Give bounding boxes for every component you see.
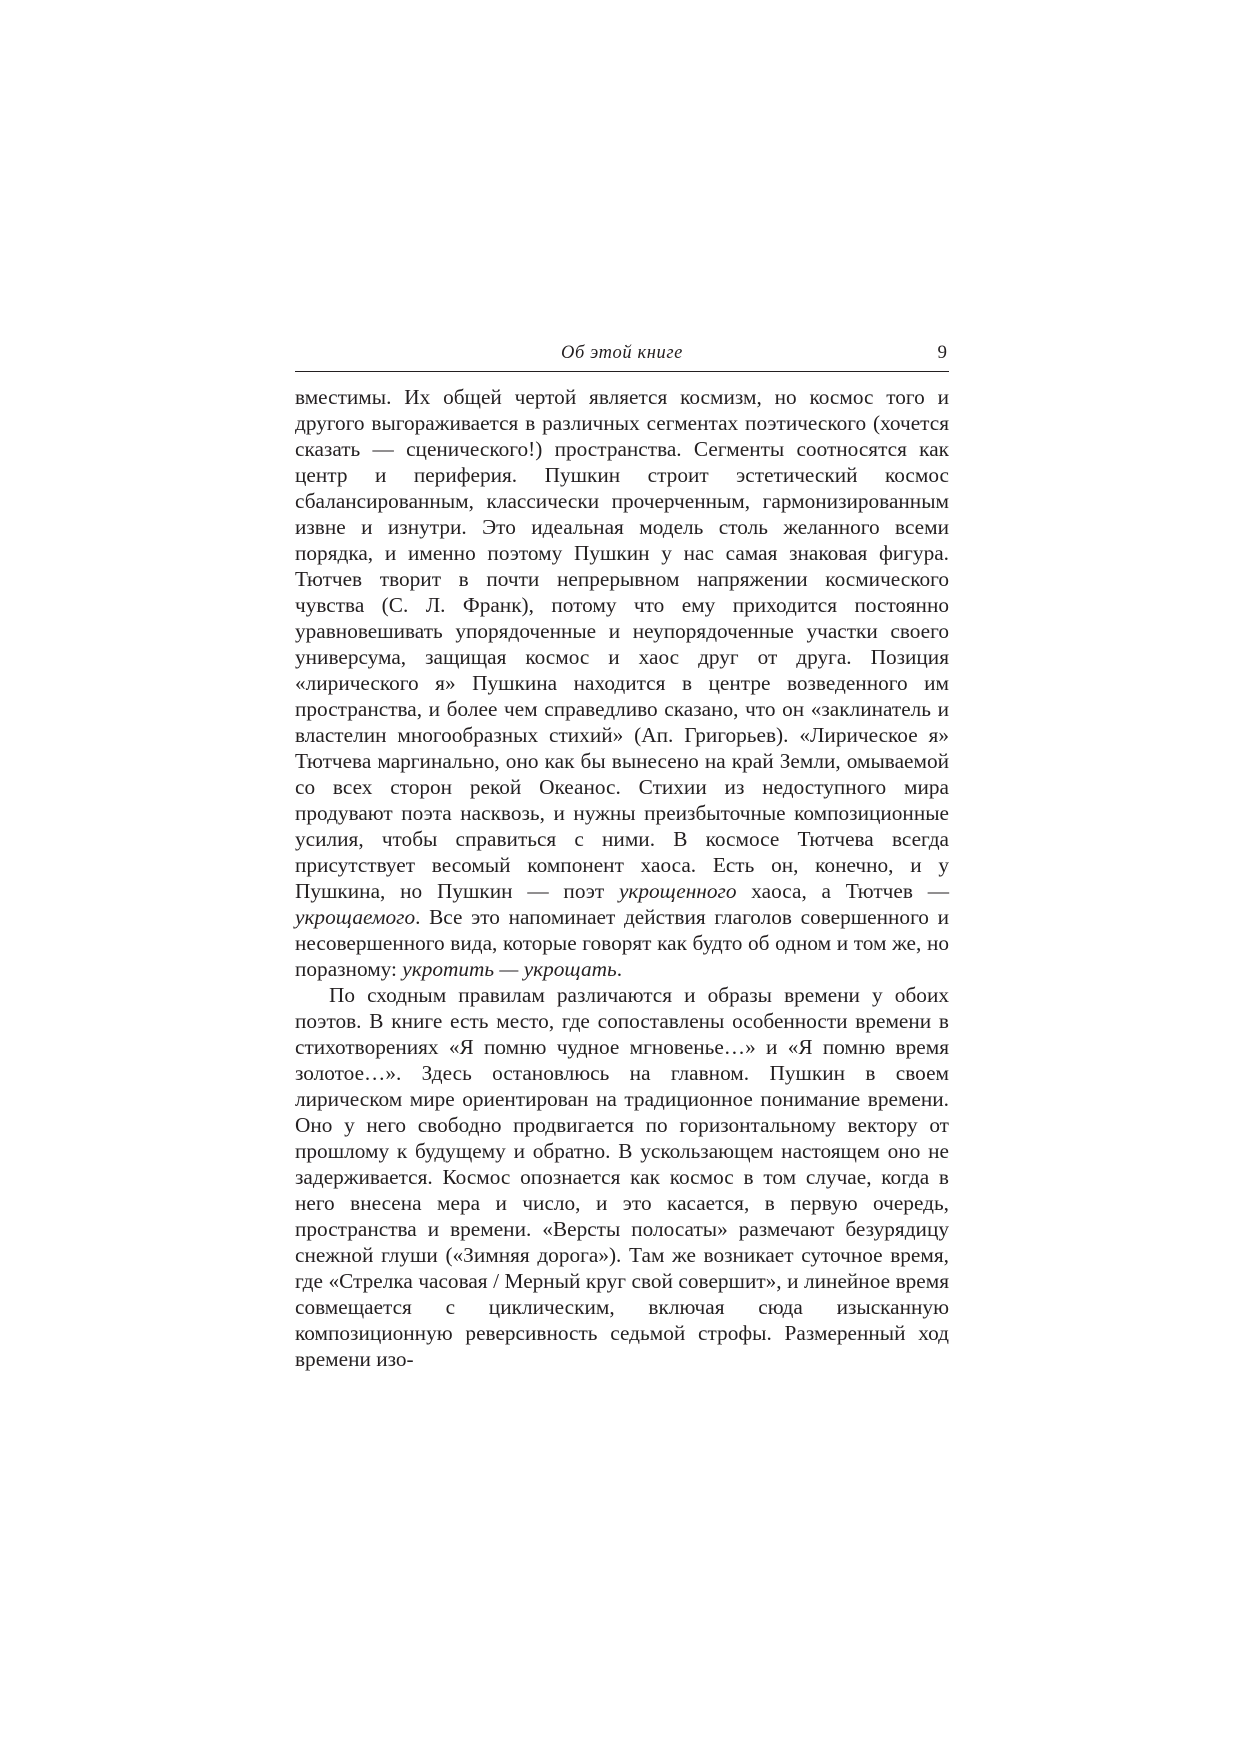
text-run: вместимы. Их общей чертой является космизм, но космос того и другого выгораживается в различных сегментах поэтического (хочется сказать — сценического!) пространства. Сегменты соотносятся как центр и периферия. Пушкин строит эстетический космос сбалансированным, классически прочерченным, гармонизированным извне и изнутри. Это идеальная модель столь желанного всеми порядка, и именно поэтому Пушкин у нас самая знаковая фигура. Тютчев творит в почти непрерывном напряжении космического чувства (С. Л. Франк), потому что ему приходится постоянно уравновешивать упорядоченные и неупорядоченные участки своего универсума, защищая космос и хаос друг от друга. Позиция «лирического я» Пушкина находится в центре возведенного им пространства, и более чем справедливо сказано, что он «заклинатель и властелин многообразных стихий» (Ап. Григорьев). «Лирическое я» Тютчева маргинально, оно как бы вынесено на край Земли, омываемой со всех сторон рекой Океанос. Стихии из недоступного мира продувают поэта насквозь, и нужны преизбыточные композиционные усилия, чтобы справиться с ними. В космосе Тютчева всегда присутствует весомый компонент хаоса. Есть он, конечно, и у Пушкина, но Пушкин — поэт	[295, 385, 949, 903]
body-text	[295, 384, 949, 1372]
italic-run: укротить — укрощать	[402, 957, 617, 981]
text-run: хаоса, а Тютчев —	[736, 879, 949, 903]
running-head	[295, 340, 949, 372]
text-run: . Все это напоминает действия глаголов совершенного и несовершенного вида, которые говорят как будто об одном и том же, но поразному:	[295, 905, 949, 981]
book-page	[295, 340, 949, 1372]
running-title: Об этой книге	[561, 343, 683, 363]
italic-run: укрощенного	[618, 879, 737, 903]
italic-run: укрощаемого	[295, 905, 416, 929]
text-run: .	[616, 957, 623, 981]
paragraph	[295, 982, 949, 1372]
page-number: 9	[937, 342, 947, 363]
paragraph	[295, 384, 949, 982]
text-run: По сходным правилам различаются и образы времени у обоих поэтов. В книге есть место, где сопоставлены особенности времени в стихотворениях «Я помню чудное мгновенье…» и «Я помню время золотое…». Здесь остановлюсь на главном. Пушкин в своем лирическом мире ориентирован на традиционное понимание времени. Оно у него свободно продвигается по горизонтальному вектору от прошлому к будущему и обратно. В ускользающем настоящем оно не задерживается. Космос опознается как космос в том случае, когда в него внесена мера и число, и это касается, в первую очередь, пространства и времени. «Версты полосаты» размечают безурядицу снежной глуши («Зимняя дорога»). Там же возникает суточное время, где «Стрелка часовая / Мерный круг свой совершит», и линейное время совмещается с циклическим, включая сюда изысканную композиционную реверсивность седьмой строфы. Размеренный ход времени изо-	[295, 983, 949, 1371]
